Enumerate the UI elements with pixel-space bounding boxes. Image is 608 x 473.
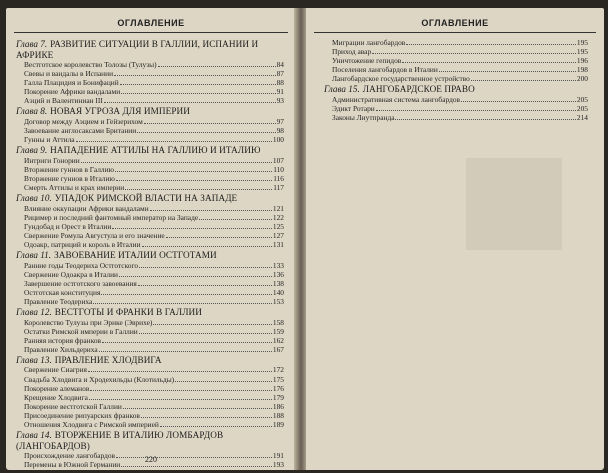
toc-entry-title: Влияние оккупации Африки вандалами	[24, 203, 149, 213]
toc-leader-dots	[175, 381, 272, 382]
chapter-title: ВЕСТГОТЫ И ФРАНКИ В ГАЛЛИИ	[54, 307, 203, 318]
toc-entry	[16, 420, 284, 429]
toc-entry-title: Административная система лангобардов	[332, 94, 461, 104]
toc-leader-dots	[439, 71, 576, 72]
toc-leader-dots	[139, 333, 272, 334]
toc-entry	[16, 117, 284, 126]
toc-entry	[16, 402, 284, 411]
toc-leader-dots	[158, 66, 276, 67]
chapter-title: РАЗВИТИЕ СИТУАЦИИ В ГАЛЛИИ, ИСПАНИИ И АФРИКЕ	[16, 39, 259, 60]
toc-entry-title: Смерть Аттилы и крах империи	[24, 183, 125, 193]
toc-leader-dots	[76, 141, 272, 142]
toc-entry-title: Остатки Римской империи в Галлии	[24, 326, 138, 336]
toc-leader-dots	[139, 267, 272, 268]
toc-entry-page: 172	[272, 365, 284, 375]
toc-entry-page: 140	[272, 287, 284, 297]
toc-entry	[16, 231, 284, 240]
toc-leader-dots	[406, 44, 576, 45]
left-page-number: 220	[145, 455, 157, 464]
toc-entry	[16, 240, 284, 249]
toc-leader-dots	[141, 417, 272, 418]
toc-entry	[16, 288, 284, 297]
toc-entry-page: 175	[272, 374, 284, 384]
toc-entry	[16, 60, 284, 69]
toc-leader-dots	[119, 276, 272, 277]
toc-leader-dots	[99, 351, 272, 352]
toc-leader-dots	[142, 246, 272, 247]
toc-entry-title: Крещение Хлодвига	[24, 392, 88, 402]
toc-entry-title: Гундобад и Орест в Италии	[24, 221, 112, 231]
toc-leader-dots	[120, 84, 276, 85]
toc-leader-dots	[121, 93, 275, 94]
toc-entry-title: Вестготское королевство Толозы (Тулузы)	[24, 60, 157, 69]
chapter-label: Глава 15.	[324, 84, 360, 95]
toc-entry-page: 131	[272, 240, 284, 249]
toc-leader-dots	[89, 399, 272, 400]
toc-entry	[324, 95, 588, 104]
toc-entry	[16, 345, 284, 354]
toc-entry-page: 87	[276, 69, 284, 79]
toc-leader-dots	[461, 101, 576, 102]
toc-entry	[16, 375, 284, 384]
toc-entry	[16, 165, 284, 174]
toc-leader-dots	[116, 180, 272, 181]
toc-entry-page: 116	[273, 173, 284, 183]
toc-entry	[324, 38, 588, 47]
toc-entry-title: Рицимер и последний фантомный император на Западе	[24, 212, 199, 222]
toc-entry-title: Остготская конституция	[24, 287, 101, 297]
toc-entry-title: Завоевание англосаксами Британии	[24, 126, 137, 136]
chapter-title: НАПАДЕНИЕ АТТИЛЫ НА ГАЛЛИЮ И ИТАЛИЮ	[50, 145, 261, 156]
toc-leader-dots	[125, 189, 272, 190]
left-toc-list	[16, 38, 284, 469]
toc-leader-dots	[471, 80, 576, 81]
toc-entry-title: Королевство Тулузы при Эрике (Эврихе)	[24, 317, 153, 327]
toc-leader-dots	[112, 228, 272, 229]
toc-entry-title: Свадьба Хлодвига и Хродехильды (Клотильды)	[24, 374, 175, 384]
left-header-rule	[14, 32, 288, 33]
toc-entry-page: 117	[273, 183, 284, 193]
toc-chapter-heading	[16, 307, 284, 318]
chapter-label: Глава 9.	[16, 145, 48, 156]
chapter-label: Глава 8.	[16, 106, 48, 117]
chapter-label: Глава 10.	[16, 193, 52, 204]
toc-entry-title: Гунны и Аттила	[24, 135, 75, 145]
toc-entry-title: Правление Хильдериха	[24, 344, 98, 354]
toc-entry-page: 186	[272, 401, 284, 411]
toc-entry-page: 91	[276, 87, 284, 97]
toc-entry-page: 205	[576, 104, 588, 114]
toc-entry-title: Лангобардское государственное устройство	[332, 74, 470, 84]
right-page	[306, 8, 604, 470]
toc-entry	[16, 126, 284, 135]
toc-entry-title: Правление Теодериха	[24, 296, 93, 306]
toc-leader-dots	[402, 62, 576, 63]
toc-entry-title: Перемены в Южной Германии	[24, 460, 121, 470]
toc-chapter-heading	[16, 193, 284, 204]
toc-entry-title: Покорение Африки вандалами	[24, 87, 121, 97]
toc-leader-dots	[123, 408, 272, 409]
toc-entry-page: 167	[272, 344, 284, 354]
toc-entry-page: 153	[272, 296, 284, 306]
toc-entry-page: 195	[576, 38, 588, 47]
toc-entry-page: 188	[272, 410, 284, 420]
toc-leader-dots	[376, 110, 576, 111]
toc-entry	[324, 74, 588, 83]
toc-entry	[16, 336, 284, 345]
toc-entry-page: 136	[272, 269, 284, 279]
toc-entry-title: Свержение Одоакра в Италии	[24, 269, 119, 279]
toc-entry-page: 162	[272, 335, 284, 345]
toc-entry-title: Свевы и вандалы в Испании	[24, 69, 114, 79]
toc-entry-page: 97	[276, 116, 284, 126]
toc-entry-page: 88	[276, 78, 284, 88]
toc-entry-page: 127	[272, 230, 284, 240]
chapter-title: ПРАВЛЕНИЕ ХЛОДВИГА	[54, 354, 162, 365]
toc-entry	[16, 393, 284, 402]
toc-entry-title: Приход авар	[332, 47, 372, 57]
toc-entry-page: 125	[272, 221, 284, 231]
toc-entry-page: 195	[576, 47, 588, 57]
chapter-title: ЛАНГОБАРДСКОЕ ПРАВО	[362, 84, 475, 95]
toc-entry-title: Ранние годы Теодериха Остготского	[24, 260, 139, 270]
toc-entry-title: Миграции лангобардов	[332, 38, 406, 47]
toc-entry-page: 133	[272, 260, 284, 270]
toc-entry-title: Ранняя история франков	[24, 335, 102, 345]
toc-leader-dots	[81, 162, 272, 163]
toc-entry-title: Аэций и Валентиниан III	[24, 96, 103, 106]
chapter-label: Глава 13.	[16, 354, 52, 365]
toc-entry-page: 110	[273, 164, 284, 174]
toc-entry-page: 189	[272, 420, 284, 429]
toc-entry	[324, 56, 588, 65]
toc-leader-dots	[88, 371, 272, 372]
toc-entry	[324, 113, 588, 122]
toc-entry-title: Законы Лиутпранда	[332, 113, 395, 123]
toc-entry	[16, 261, 284, 270]
toc-entry	[324, 47, 588, 56]
toc-entry-title: Происхождение лангобардов	[24, 451, 116, 461]
toc-entry	[324, 104, 588, 113]
left-page	[6, 8, 296, 470]
toc-chapter-heading	[16, 39, 284, 60]
chapter-title: ВТОРЖЕНИЕ В ИТАЛИЮ ЛОМБАРДОВ (ЛАНГОБАРДОВ)	[16, 430, 224, 451]
toc-entry	[16, 222, 284, 231]
toc-chapter-heading	[16, 250, 284, 261]
toc-entry-title: Интриги Гонории	[24, 155, 80, 165]
toc-leader-dots	[138, 285, 272, 286]
toc-entry	[16, 297, 284, 306]
chapter-label: Глава 14.	[16, 430, 52, 441]
toc-leader-dots	[104, 102, 276, 103]
toc-entry-page: 179	[272, 392, 284, 402]
toc-chapter-heading	[16, 106, 284, 117]
show-through-illustration	[466, 158, 562, 250]
toc-entry	[16, 135, 284, 144]
right-running-header: ОГЛАВЛЕНИЕ	[421, 18, 489, 28]
toc-entry	[16, 318, 284, 327]
chapter-title: НОВАЯ УГРОЗА ДЛЯ ИМПЕРИИ	[50, 106, 190, 117]
toc-leader-dots	[199, 219, 272, 220]
toc-entry-page: 121	[272, 203, 284, 213]
toc-entry-title: Вторжение гуннов в Италию	[24, 173, 115, 183]
toc-chapter-heading	[324, 84, 588, 95]
toc-entry	[16, 411, 284, 420]
toc-entry-page: 200	[576, 74, 588, 84]
chapter-label: Глава 7.	[16, 39, 48, 49]
toc-entry-page: 158	[272, 317, 284, 327]
toc-entry-page: 107	[272, 155, 284, 165]
toc-leader-dots	[93, 303, 272, 304]
toc-leader-dots	[114, 75, 276, 76]
toc-entry	[16, 174, 284, 183]
toc-leader-dots	[166, 237, 272, 238]
toc-entry	[16, 78, 284, 87]
toc-entry-title: Завершение остготского завоевания	[24, 278, 137, 288]
toc-entry	[16, 270, 284, 279]
toc-entry-title: Галла Плацидия и Бонифаций	[24, 78, 119, 88]
toc-entry-page: 191	[272, 451, 284, 461]
toc-entry-page: 205	[576, 94, 588, 104]
toc-entry	[16, 365, 284, 374]
toc-entry-page: 84	[276, 60, 284, 69]
toc-leader-dots	[102, 342, 272, 343]
toc-chapter-heading	[16, 430, 284, 451]
toc-entry-page: 93	[276, 96, 284, 106]
toc-entry-title: Присоединение рипуарских франков	[24, 410, 140, 420]
right-header-rule	[314, 32, 596, 33]
toc-entry	[16, 69, 284, 78]
toc-leader-dots	[144, 123, 276, 124]
toc-entry	[16, 279, 284, 288]
toc-entry	[16, 384, 284, 393]
toc-leader-dots	[101, 294, 272, 295]
right-toc-list	[324, 38, 588, 122]
toc-entry-page: 196	[576, 56, 588, 66]
toc-entry-title: Договор между Аэцием и Гейзерихом	[24, 116, 143, 126]
toc-entry	[16, 183, 284, 192]
toc-leader-dots	[372, 53, 576, 54]
chapter-label: Глава 11.	[16, 250, 52, 261]
toc-entry-page: 100	[272, 135, 284, 145]
toc-entry-page: 159	[272, 326, 284, 336]
toc-leader-dots	[90, 390, 272, 391]
toc-entry	[324, 65, 588, 74]
toc-entry-title: Свержение Ромула Августула и его значение	[24, 230, 165, 240]
toc-entry-page: 122	[272, 212, 284, 222]
chapter-label: Глава 12.	[16, 307, 52, 318]
toc-leader-dots	[160, 426, 272, 427]
toc-entry-page: 198	[576, 65, 588, 75]
toc-entry-title: Эдикт Ротари	[332, 104, 375, 114]
toc-entry-page: 176	[272, 383, 284, 393]
toc-leader-dots	[395, 119, 575, 120]
toc-leader-dots	[153, 324, 272, 325]
toc-entry-page: 214	[576, 113, 588, 123]
chapter-title: ЗАВОЕВАНИЕ ИТАЛИИ ОСТГОТАМИ	[54, 250, 217, 261]
toc-entry-title: Покорение вестготской Галлии	[24, 401, 122, 411]
toc-leader-dots	[121, 466, 272, 467]
toc-chapter-heading	[16, 145, 284, 156]
toc-entry-title: Отношения Хлодвига с Римской империей	[24, 420, 159, 429]
toc-entry-page: 98	[276, 126, 284, 136]
toc-leader-dots	[150, 210, 272, 211]
toc-entry-page: 193	[272, 460, 284, 470]
toc-entry-title: Вторжение гуннов в Галлию	[24, 164, 115, 174]
toc-entry-title: Свержение Сиагрия	[24, 365, 87, 375]
toc-entry	[16, 213, 284, 222]
toc-entry-title: Поселения лангобардов в Италии	[332, 65, 438, 75]
toc-entry-page: 138	[272, 278, 284, 288]
toc-entry	[16, 204, 284, 213]
toc-entry-title: Покорение алеманов	[24, 383, 90, 393]
toc-entry-title: Одоакр, патриций и король в Италии	[24, 240, 141, 249]
toc-leader-dots	[115, 171, 272, 172]
toc-chapter-heading	[16, 355, 284, 366]
left-running-header: ОГЛАВЛЕНИЕ	[117, 18, 185, 28]
toc-entry	[16, 96, 284, 105]
toc-entry	[16, 327, 284, 336]
toc-entry	[16, 156, 284, 165]
chapter-title: УПАДОК РИМСКОЙ ВЛАСТИ НА ЗАПАДЕ	[54, 193, 238, 204]
toc-entry	[16, 87, 284, 96]
toc-entry-title: Уничтожение гепидов	[332, 56, 402, 66]
toc-leader-dots	[137, 132, 275, 133]
